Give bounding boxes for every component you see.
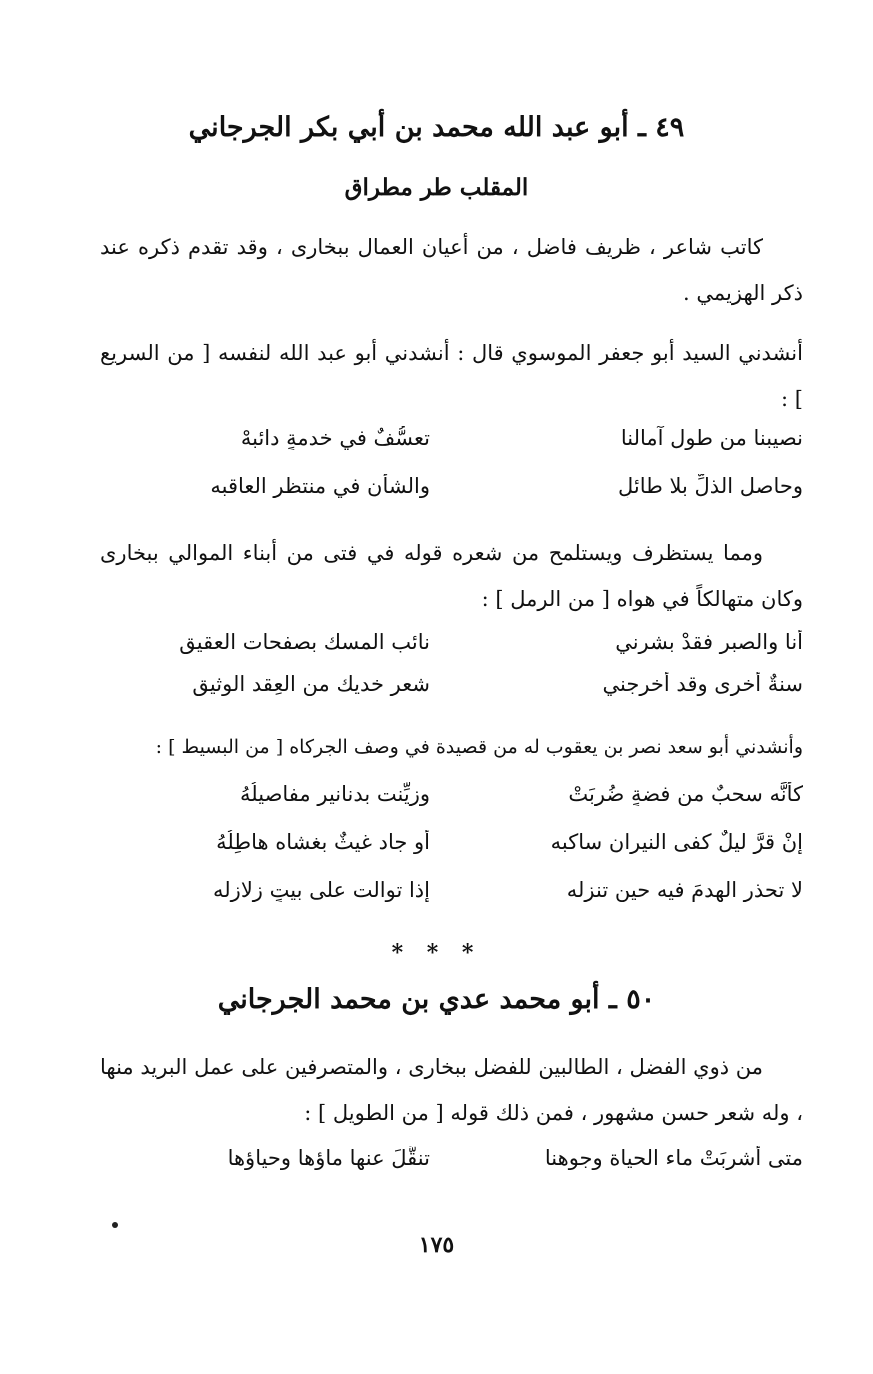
- hemistich-second: تنقَّلَ عنها ماؤها وحياؤها: [227, 1146, 430, 1170]
- hemistich-second: والشأن في منتظر العاقبه: [210, 474, 430, 498]
- entry-50-title: ٥٠ ـ أبو محمد عدي بن محمد الجرجاني: [217, 984, 656, 1015]
- entry-50-intro: [100, 1044, 803, 1136]
- entry-49-nickname: المقلب طر مطراق: [344, 174, 529, 201]
- hemistich-first: سنةٌ أخرى وقد أخرجني: [602, 672, 803, 696]
- hemistich-first: أنا والصبر فقدْ بشرني: [615, 630, 803, 654]
- hemistich-first: نصيبنا من طول آمالنا: [620, 426, 803, 450]
- hemistich-second: تعسُّفٌ في خدمةٍ دائبهْ: [240, 426, 430, 450]
- hemistich-first: متى أُشربَتْ ماء الحياة وجوهنا: [544, 1146, 803, 1170]
- entry-49-intro-text: كاتب شاعر ، ظريف فاضل ، من أعيان العمال ببخارى ، وقد تقدم ذكره عند ذكر الهزيمي .: [100, 235, 803, 305]
- hemistich-first: لا تحذر الهدمَ فيه حين تنزله: [566, 878, 803, 902]
- entry-49-narration-1: أنشدني السيد أبو جعفر الموسوي قال : أنشدني أبو عبد الله لنفسه [ من السريع ] :: [100, 341, 803, 411]
- poem-2-verse-1: [100, 630, 803, 676]
- poem-3-verse-3: [100, 878, 803, 924]
- hemistich-second: شعر خديك من العِقد الوثيق: [192, 672, 430, 696]
- entry-50-intro-text: من ذوي الفضل ، الطالبين للفضل ببخارى ، والمتصرفين على عمل البريد منها ، وله شعر حسن مشهور ، فمن ذلك قوله [ من الطويل ] :: [100, 1055, 803, 1125]
- hemistich-second: وزيِّنت بدنانيرٍ مفاصيلُهُ: [240, 782, 430, 806]
- poem-1-verse-2: [100, 474, 803, 520]
- page-number: ١٧٥: [418, 1232, 455, 1258]
- entry-49-narration-2-text: ومما يستظرف ويستلمح من شعره قوله في فتى من أبناء الموالي ببخارى وكان متهالكاً في هواه [ من الرمل ] :: [100, 541, 803, 611]
- ink-dot: [112, 1222, 118, 1228]
- entry-49-title: ٤٩ ـ أبو عبد الله محمد بن أبي بكر الجرجاني: [188, 112, 685, 143]
- poem-3-verse-2: [100, 830, 803, 876]
- hemistich-first: كأنَّه سحبٌ من فضةٍ ضُرِبَتْ: [568, 782, 803, 806]
- section-separator: * * *: [391, 940, 482, 966]
- hemistich-second: أو جاد غيثٌ بغشاه هاطِلُهُ: [216, 830, 430, 854]
- hemistich-second: نائب المسك بصفحات العقيقِ: [179, 630, 430, 654]
- poem-4-verse-1: [100, 1146, 803, 1192]
- entry-49-narration-2: [100, 530, 803, 622]
- entry-49-intro: [100, 224, 803, 316]
- poem-3-verse-1: [100, 782, 803, 828]
- poem-2-verse-2: [100, 672, 803, 718]
- poem-1-verse-1: [100, 426, 803, 472]
- hemistich-first: إنْ قرَّ ليلٌ كفى النيران ساكبه: [550, 830, 803, 854]
- hemistich-first: وحاصل الذلِّ بلا طائلٍ: [617, 474, 803, 498]
- hemistich-second: إذا توالت على بيتٍ زلازله: [213, 878, 430, 902]
- entry-49-narration-3: وأنشدني أبو سعد نصر بن يعقوب له من قصيدة في وصف الجركاه [ من البسيط ] :: [155, 736, 803, 758]
